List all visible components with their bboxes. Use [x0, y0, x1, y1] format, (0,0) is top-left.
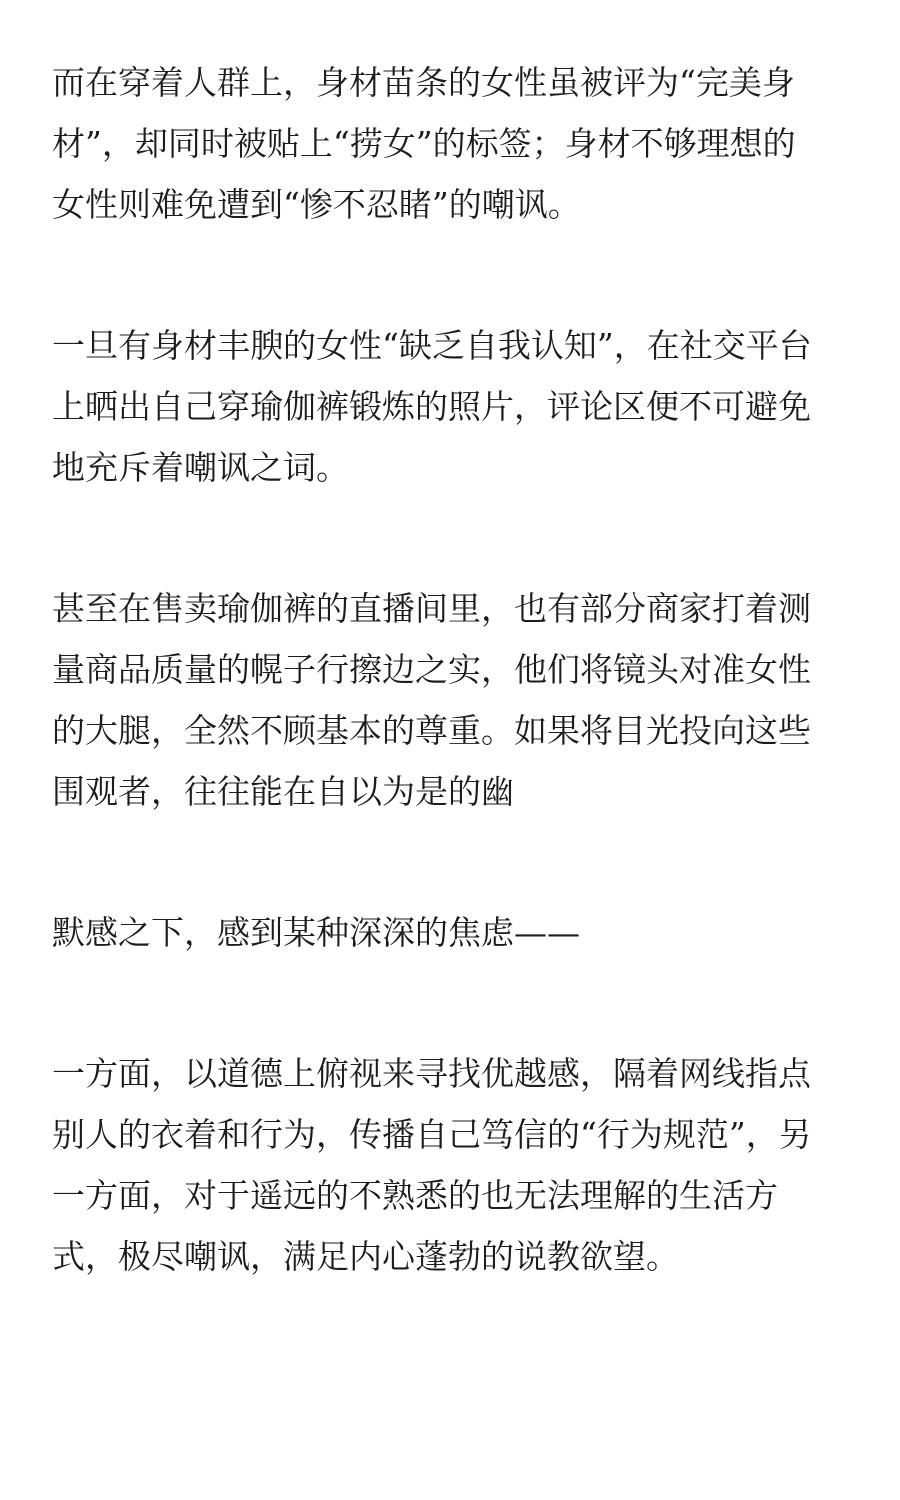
paragraph-gap — [52, 822, 852, 902]
paragraph-line: 一旦有身材丰腴的女性“缺乏自我认知”，在社交平台 — [52, 326, 812, 365]
paragraph-5 — [52, 1043, 852, 1287]
paragraph-line: 地充斥着嘲讽之词。 — [52, 448, 349, 487]
paragraph-line: 一方面，对于遥远的不熟悉的也无法理解的生活方 — [52, 1176, 778, 1215]
paragraph-3 — [52, 578, 852, 822]
paragraph-4 — [52, 902, 852, 963]
paragraph-gap — [52, 235, 852, 315]
paragraph-line: 而在穿着人群上，身材苗条的女性虽被评为“完美身 — [52, 63, 795, 102]
paragraph-line: 材”，却同时被贴上“捞女”的标签；身材不够理想的 — [52, 124, 796, 163]
paragraph-1 — [52, 52, 852, 235]
paragraph-line: 女性则难免遭到“惨不忍睹”的嘲讽。 — [52, 185, 581, 224]
paragraph-line: 别人的衣着和行为，传播自己笃信的“行为规范”，另 — [52, 1115, 812, 1154]
paragraph-line: 一方面，以道德上俯视来寻找优越感，隔着网线指点 — [52, 1054, 811, 1093]
paragraph-gap — [52, 963, 852, 1043]
article-body — [52, 52, 852, 1287]
paragraph-line: 默感之下，感到某种深深的焦虑—— — [52, 913, 580, 952]
paragraph-line: 的大腿，全然不顾基本的尊重。如果将目光投向这些 — [52, 711, 811, 750]
paragraph-2 — [52, 315, 852, 498]
paragraph-line: 甚至在售卖瑜伽裤的直播间里，也有部分商家打着测 — [52, 589, 811, 628]
paragraph-line: 量商品质量的幌子行擦边之实，他们将镜头对准女性 — [52, 650, 811, 689]
paragraph-line: 上晒出自己穿瑜伽裤锻炼的照片，评论区便不可避免 — [52, 387, 811, 426]
paragraph-line: 围观者，往往能在自以为是的幽 — [52, 772, 514, 811]
paragraph-line: 式，极尽嘲讽，满足内心蓬勃的说教欲望。 — [52, 1237, 679, 1276]
paragraph-gap — [52, 498, 852, 578]
